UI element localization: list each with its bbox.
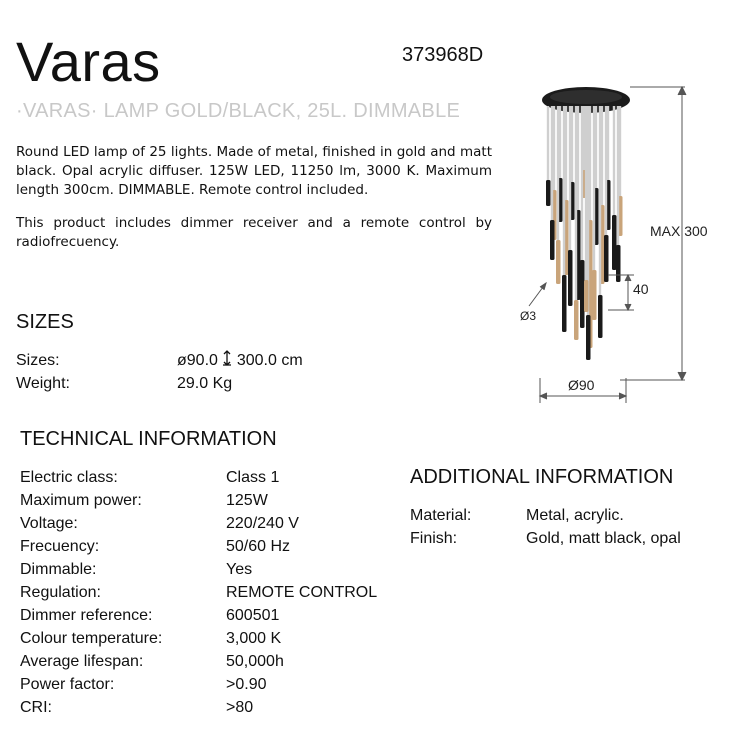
product-reference: 373968D <box>402 44 484 66</box>
tech-label: Maximum power: <box>20 492 142 509</box>
pendant-rod <box>550 220 555 260</box>
pendant-rod <box>568 250 573 306</box>
height-value: 300.0 cm <box>236 352 303 369</box>
tech-label: Frecuency: <box>20 538 100 555</box>
tech-value: REMOTE CONTROL <box>226 584 378 601</box>
tech-value: 3,000 K <box>226 630 282 647</box>
tech-value: 125W <box>226 492 268 509</box>
sizes-label: Sizes: <box>16 352 60 369</box>
tech-value: 50/60 Hz <box>226 538 291 555</box>
tech-value: 220/240 V <box>226 515 299 532</box>
tech-value: >0.90 <box>226 676 267 693</box>
pendant-rod <box>546 180 551 206</box>
diameter-label: Ø90 <box>568 377 595 393</box>
additional-label: Finish: <box>410 530 458 547</box>
height-arrow-icon <box>222 350 232 373</box>
segment-length-label: 40 <box>633 281 649 297</box>
tech-label: Regulation: <box>20 584 101 601</box>
pendant-rod <box>580 260 585 328</box>
pendant-rod <box>616 245 621 282</box>
pendant-rod <box>584 280 589 312</box>
weight-label: Weight: <box>16 375 70 392</box>
description-paragraph-2: This product includes dimmer receiver and a remote control by radiofrecuency. <box>16 215 492 250</box>
diameter-value: ø90.0 <box>177 352 218 369</box>
pendant-rod <box>592 270 597 320</box>
sizes-table <box>16 349 346 397</box>
pendant-rod <box>586 315 591 360</box>
tech-value: 50,000h <box>226 653 284 670</box>
pendant-rod <box>556 240 561 284</box>
tech-label: Electric class: <box>20 469 118 486</box>
tech-value: Class 1 <box>226 469 280 486</box>
pendant-rod <box>598 295 603 338</box>
additional-value: Gold, matt black, opal <box>526 530 681 547</box>
pendant-rod <box>574 300 579 340</box>
tech-value: >80 <box>226 699 254 716</box>
tech-label: Dimmer reference: <box>20 607 153 624</box>
max-length-label: MAX 300 <box>650 223 708 239</box>
additional-table <box>410 504 730 554</box>
technical-heading: TECHNICAL INFORMATION <box>20 428 277 450</box>
product-title: Varas <box>16 30 161 93</box>
tech-label: Voltage: <box>20 515 78 532</box>
sizes-value <box>177 349 303 372</box>
tech-label: Average lifespan: <box>20 653 144 670</box>
pendant-rods <box>546 106 623 360</box>
tech-label: Colour temperature: <box>20 630 163 647</box>
product-subtitle: ·VARAS· LAMP GOLD/BLACK, 25L. DIMMABLE <box>16 100 461 122</box>
sizes-heading: SIZES <box>16 311 74 333</box>
tech-value: Yes <box>226 561 253 578</box>
tech-label: Dimmable: <box>20 561 97 578</box>
additional-label: Material: <box>410 507 472 524</box>
tech-value: 600501 <box>226 607 280 624</box>
pendant-rod <box>612 215 617 270</box>
additional-value: Metal, acrylic. <box>526 507 624 524</box>
pendant-rod <box>604 235 609 282</box>
rod-diameter-label: Ø3 <box>520 309 537 323</box>
lamp-dimension-drawing <box>500 70 730 410</box>
additional-heading: ADDITIONAL INFORMATION <box>410 466 674 488</box>
tech-label: CRI: <box>20 699 52 716</box>
weight-value: 29.0 Kg <box>177 375 233 392</box>
pendant-rod <box>562 275 567 332</box>
description-paragraph-1: Round LED lamp of 25 lights. Made of metal, finished in gold and matt black. Opal acrylic diffuser. 125W LED, 11250 lm, 3000 K. Maximum length 300cm. DIMMABLE. Remote control included. <box>16 144 492 198</box>
technical-table <box>20 466 400 726</box>
tech-label: Power factor: <box>20 676 115 693</box>
